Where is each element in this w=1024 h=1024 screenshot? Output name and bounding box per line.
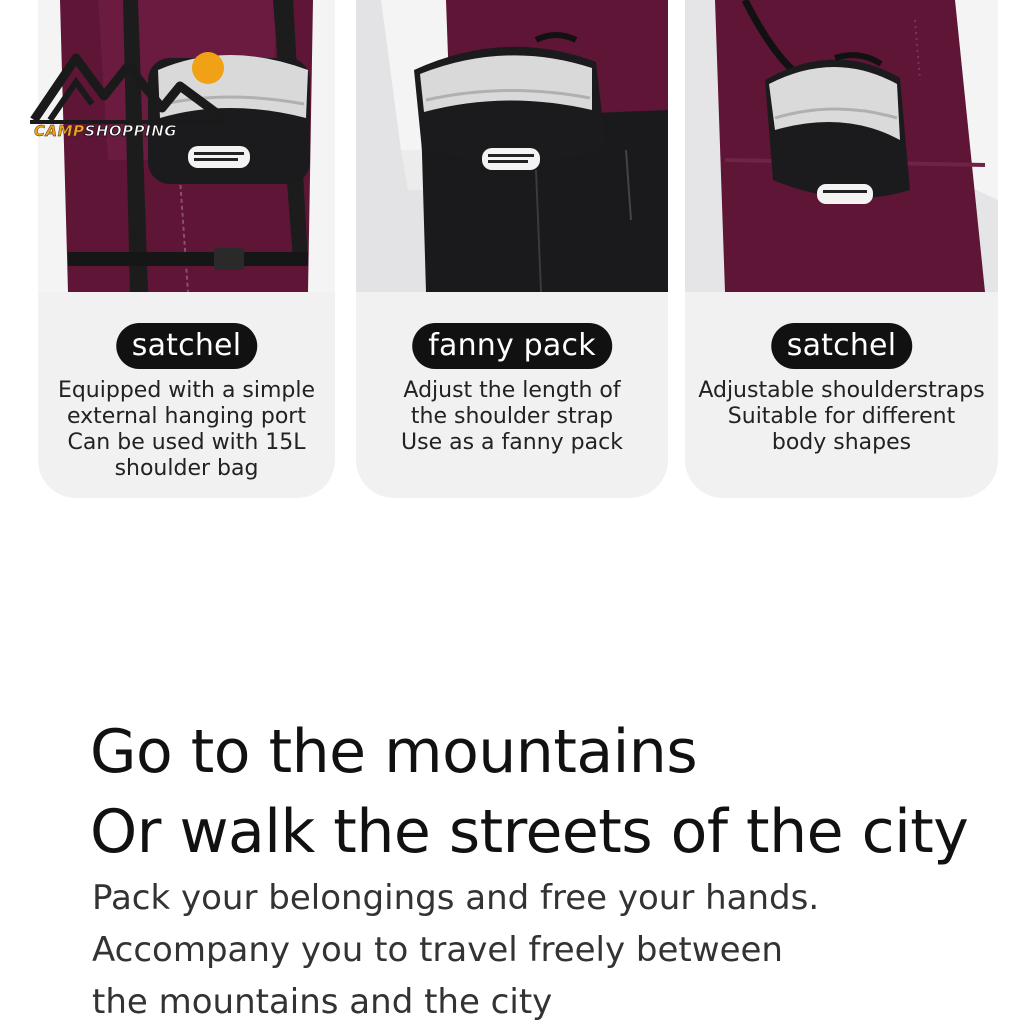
- badge-satchel: satchel: [771, 323, 912, 369]
- headline: [90, 712, 968, 872]
- campshopping-logo: [30, 48, 230, 146]
- subtext-line: Accompany you to travel freely between: [92, 930, 783, 970]
- subtext-line: the mountains and the city: [92, 982, 553, 1022]
- desc-line: Adjust the length of: [403, 378, 621, 403]
- desc-line: Use as a fanny pack: [401, 430, 623, 455]
- subtext-line: Pack your belongings and free your hands.: [92, 878, 820, 918]
- desc-line: shoulder bag: [114, 456, 259, 481]
- mountain-logo-icon: [30, 48, 230, 128]
- badge-satchel: satchel: [116, 323, 257, 369]
- card-satchel-shoulder: [685, 0, 998, 498]
- desc-line: Equipped with a simple: [57, 378, 316, 403]
- badge-fanny-pack: fanny pack: [412, 323, 612, 369]
- desc-line: Suitable for different: [727, 404, 956, 429]
- headline-line: Go to the mountains: [90, 717, 698, 787]
- desc-line: Can be used with 15L: [67, 430, 306, 455]
- card-description: [685, 378, 998, 456]
- headline-line: Or walk the streets of the city: [90, 797, 969, 867]
- desc-line: body shapes: [771, 430, 912, 455]
- photo-chest-bag: [38, 0, 335, 292]
- photo-fanny-pack: [356, 0, 668, 292]
- photo-shoulder-bag: [685, 0, 998, 292]
- logo-wordmark: [34, 122, 177, 140]
- subtext: [92, 872, 819, 1024]
- logo-text-camp: CAMP: [34, 122, 85, 140]
- card-description: [356, 378, 668, 456]
- card-fanny-pack: [356, 0, 668, 498]
- desc-line: external hanging port: [67, 404, 306, 429]
- desc-line: Adjustable shoulderstraps: [698, 378, 985, 403]
- logo-text-shopping: SHOPPING: [84, 122, 178, 140]
- card-description: [38, 378, 335, 482]
- desc-line: the shoulder strap: [410, 404, 614, 429]
